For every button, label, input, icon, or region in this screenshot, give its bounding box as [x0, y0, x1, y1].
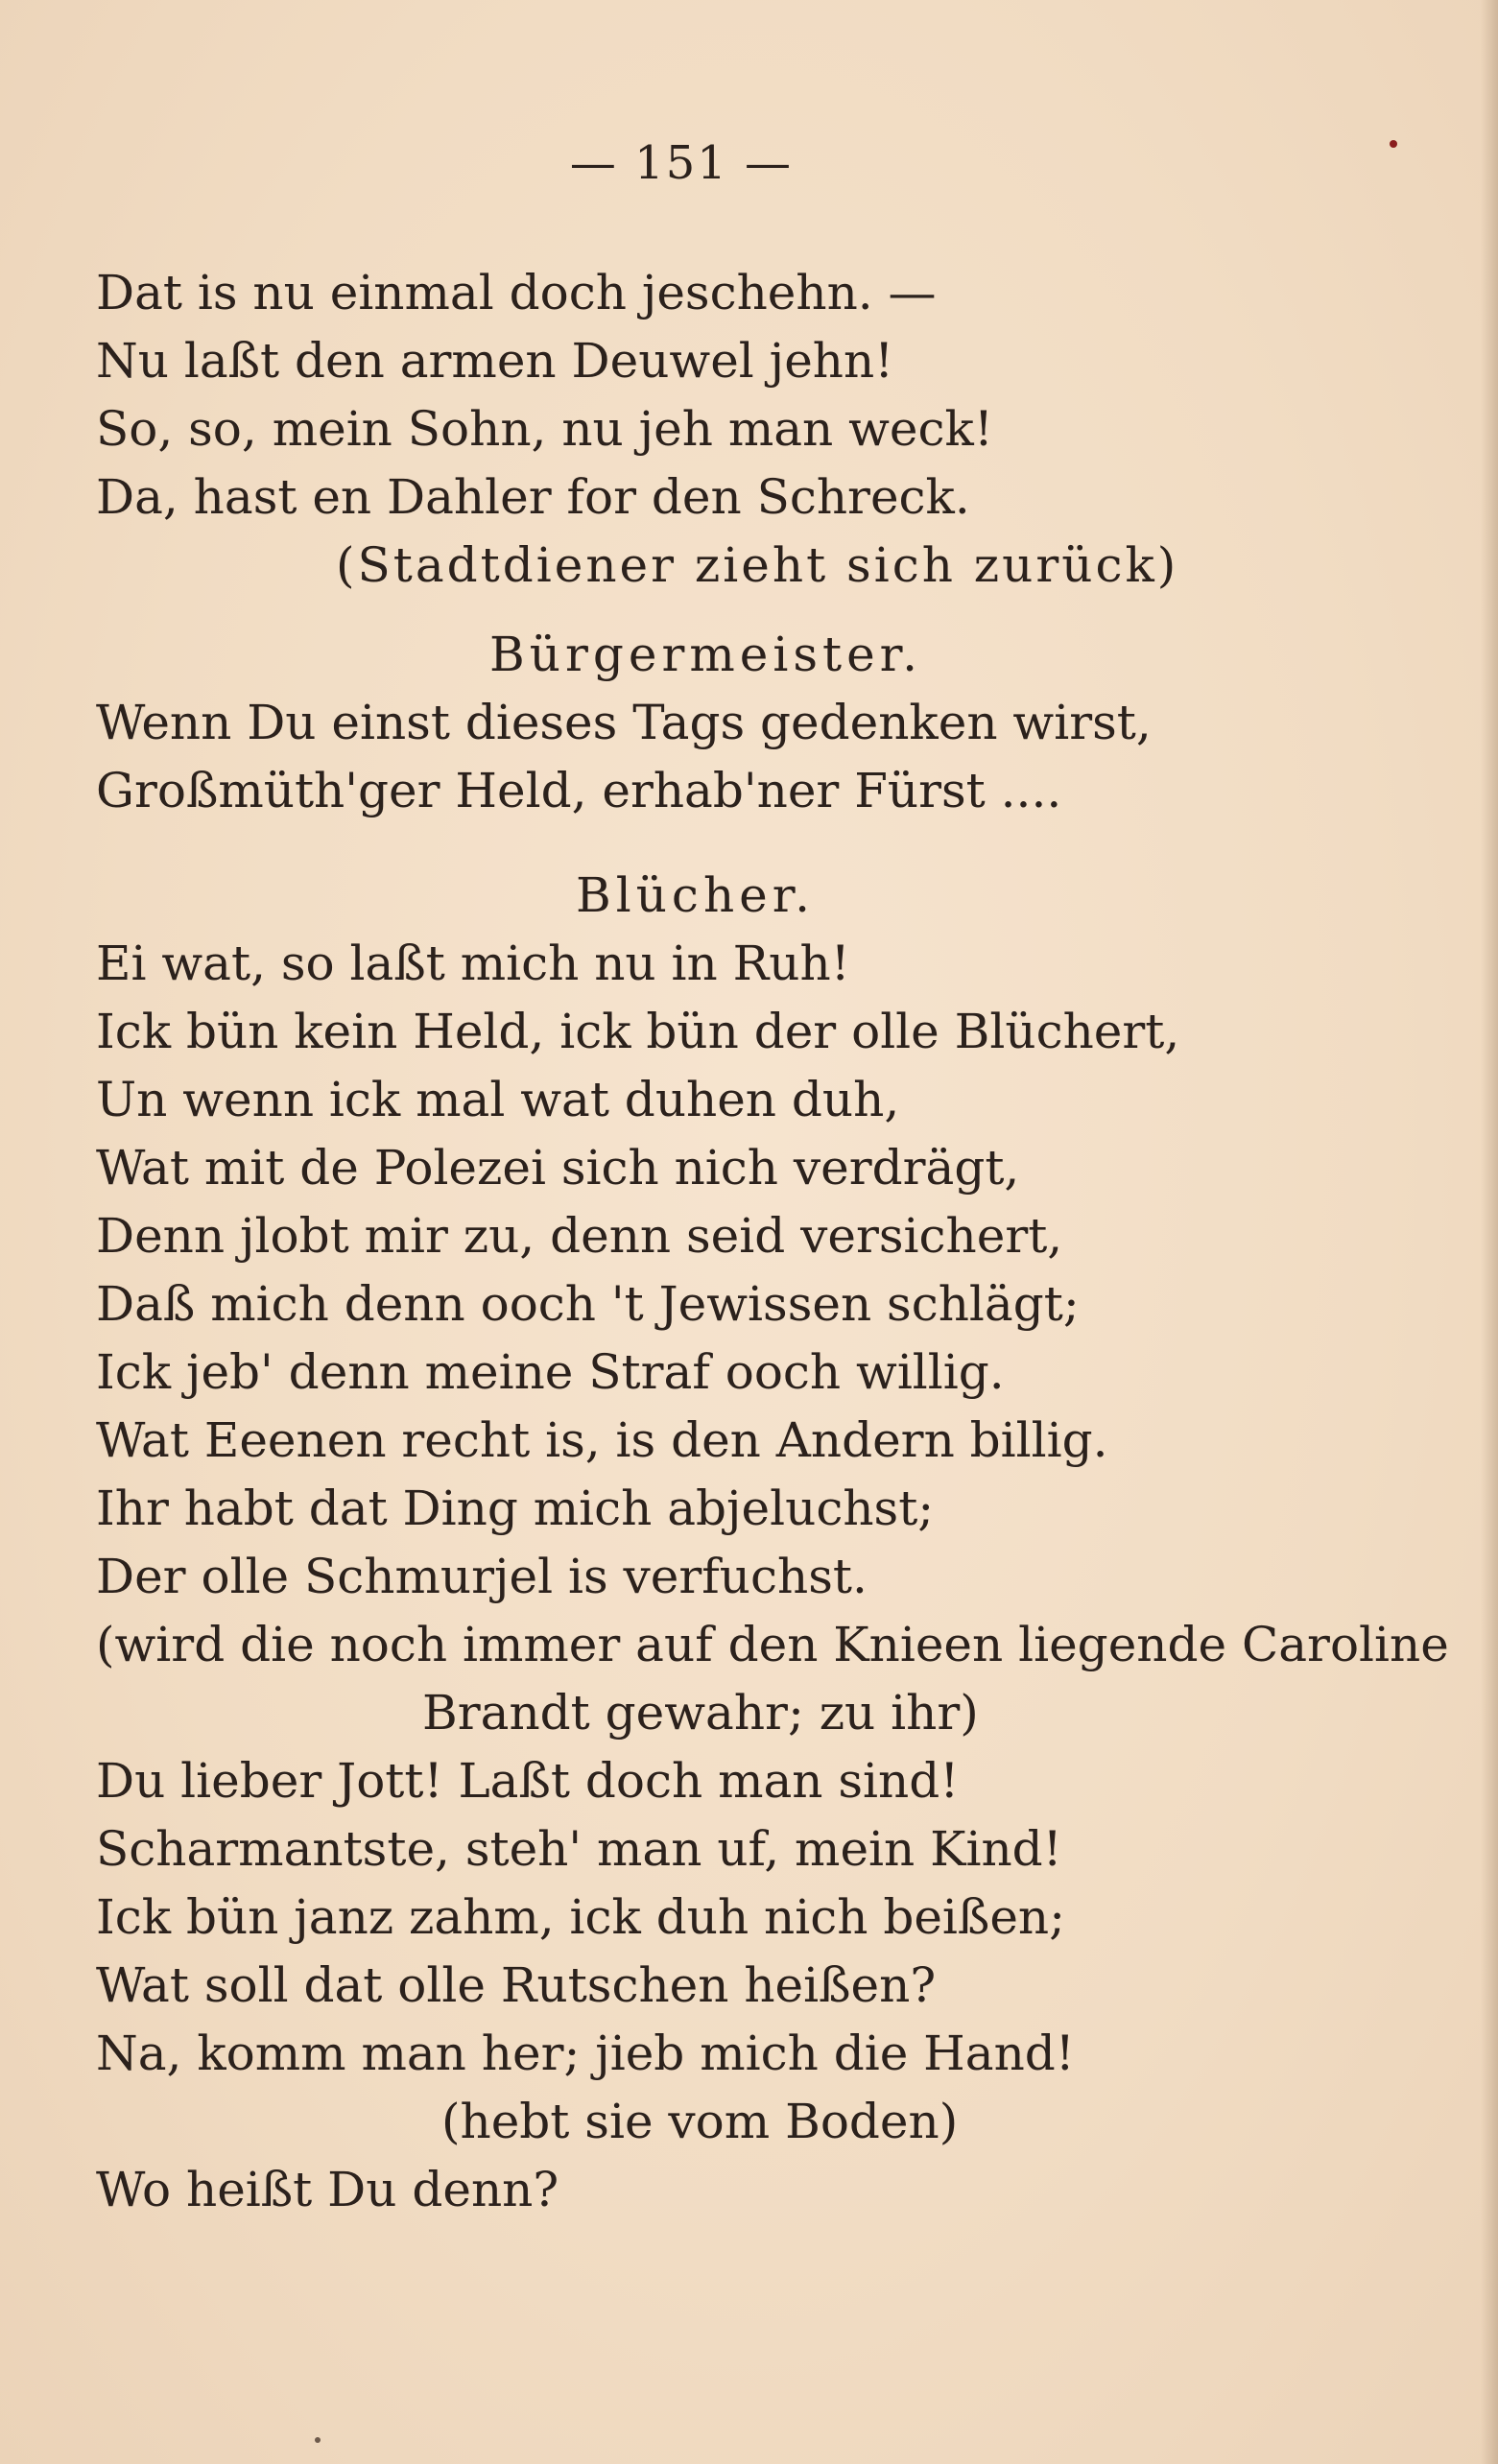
- verse-line: Nu laßt den armen Deuwel jehn!: [96, 333, 894, 389]
- verse-line: Un wenn ick mal wat duhen duh,: [96, 1072, 900, 1127]
- verse-line: Dat is nu einmal doch jeschehn. —: [96, 265, 937, 320]
- verse-line: Ick jeb' denn meine Straf ooch willig.: [96, 1344, 1005, 1400]
- verse-line: Wo heißt Du denn?: [96, 2162, 559, 2217]
- verse-line: Ick bün kein Held, ick bün der olle Blüchert,: [96, 1004, 1180, 1059]
- ink-speck: [315, 2437, 321, 2443]
- verse-line: So, so, mein Sohn, nu jeh man weck!: [96, 401, 993, 457]
- stage-direction: (Stadtdiener zieht sich zurück): [336, 537, 1179, 593]
- verse-line: Wat soll dat olle Rutschen heißen?: [96, 1957, 937, 2013]
- page-number: — 151 —: [569, 136, 794, 190]
- verse-line: Denn jlobt mir zu, denn seid versichert,: [96, 1208, 1063, 1264]
- verse-line: Ei wat, so laßt mich nu in Ruh!: [96, 936, 850, 991]
- verse-line: Ihr habt dat Ding mich abjeluchst;: [96, 1481, 935, 1536]
- speaker-name: Bürgermeister.: [489, 627, 922, 682]
- verse-line: Großmüth'ger Held, erhab'ner Fürst ....: [96, 763, 1062, 818]
- page-edge-shadow: [1481, 0, 1498, 2464]
- stage-direction: (hebt sie vom Boden): [441, 2094, 959, 2149]
- verse-line: Na, komm man her; jieb mich die Hand!: [96, 2026, 1075, 2081]
- ink-speck: [1390, 140, 1397, 148]
- verse-line: Wenn Du einst dieses Tags gedenken wirst,: [96, 695, 1152, 750]
- verse-line: Scharmantste, steh' man uf, mein Kind!: [96, 1821, 1062, 1877]
- verse-line: Du lieber Jott! Laßt doch man sind!: [96, 1753, 960, 1809]
- speaker-name: Blücher.: [576, 867, 816, 923]
- verse-line: Daß mich denn ooch 't Jewissen schlägt;: [96, 1276, 1080, 1332]
- verse-line: Da, hast en Dahler for den Schreck.: [96, 469, 970, 525]
- verse-line: Wat Eeenen recht is, is den Andern billig.: [96, 1412, 1108, 1468]
- verse-line: Ick bün janz zahm, ick duh nich beißen;: [96, 1889, 1065, 1945]
- verse-line: Der olle Schmurjel is verfuchst.: [96, 1549, 868, 1604]
- stage-direction: Brandt gewahr; zu ihr): [422, 1685, 979, 1741]
- stage-direction: (wird die noch immer auf den Knieen liegende Caroline: [96, 1617, 1449, 1672]
- verse-line: Wat mit de Polezei sich nich verdrägt,: [96, 1140, 1020, 1196]
- verse-text: [96, 259, 1449, 2224]
